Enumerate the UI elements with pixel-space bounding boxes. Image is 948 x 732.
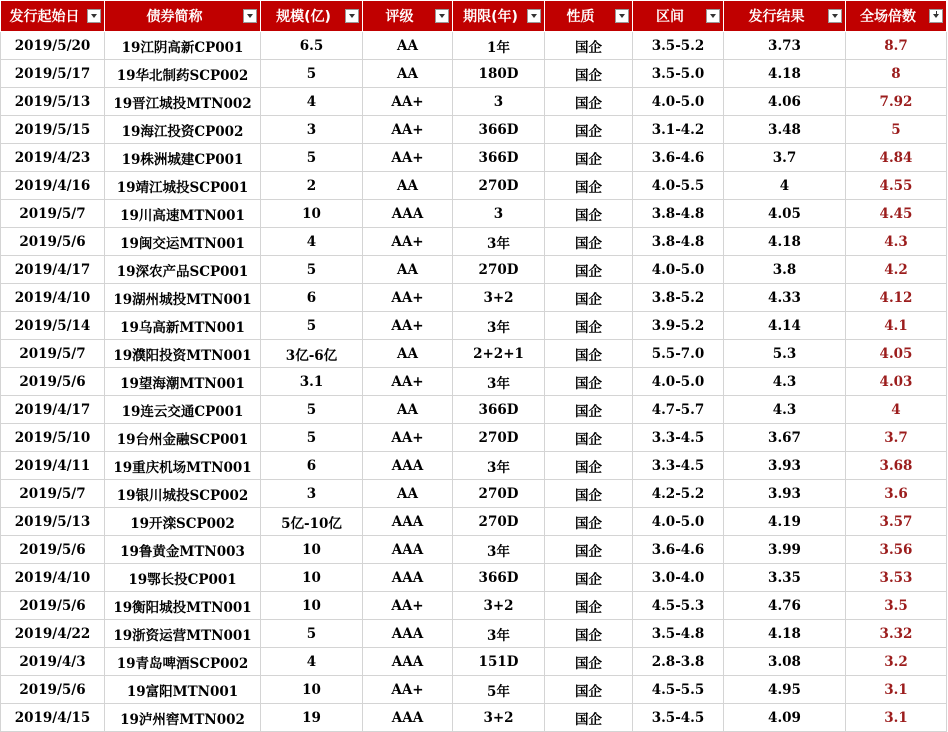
cell-nature[interactable]: 国企 [545, 88, 633, 116]
cell-term[interactable]: 151D [453, 648, 545, 676]
cell-subscription-multiple[interactable]: 3.2 [846, 648, 947, 676]
header-label: 区间 [656, 9, 684, 25]
cell-nature[interactable]: 国企 [545, 144, 633, 172]
cell-bond-short-name[interactable]: 19青岛啤酒SCP002 [105, 648, 261, 676]
cell-nature[interactable]: 国企 [545, 452, 633, 480]
cell-issue-start-date[interactable]: 2019/5/13 [1, 508, 105, 536]
cell-nature[interactable]: 国企 [545, 340, 633, 368]
cell-issue-start-date[interactable]: 2019/5/6 [1, 368, 105, 396]
cell-issue-start-date[interactable]: 2019/4/10 [1, 564, 105, 592]
cell-issue-start-date[interactable]: 2019/5/7 [1, 200, 105, 228]
cell-subscription-multiple[interactable]: 4.05 [846, 340, 947, 368]
cell-subscription-multiple[interactable]: 4 [846, 396, 947, 424]
header-label: 债券简称 [146, 9, 203, 25]
header-scale[interactable] [261, 1, 363, 32]
cell-rating[interactable]: AA+ [363, 116, 453, 144]
cell-scale[interactable]: 3 [261, 116, 363, 144]
cell-bond-short-name[interactable]: 19衡阳城投MTN001 [105, 592, 261, 620]
filter-dropdown-icon[interactable] [345, 9, 359, 23]
cell-nature[interactable]: 国企 [545, 60, 633, 88]
cell-rating[interactable]: AA+ [363, 676, 453, 704]
cell-nature[interactable]: 国企 [545, 536, 633, 564]
table-row [1, 452, 947, 480]
cell-issue-result[interactable]: 3.99 [724, 536, 846, 564]
cell-range[interactable]: 3.6-4.6 [633, 144, 724, 172]
cell-range[interactable]: 3.8-5.2 [633, 284, 724, 312]
cell-scale[interactable]: 5 [261, 424, 363, 452]
cell-issue-result[interactable]: 4.3 [724, 368, 846, 396]
cell-nature[interactable]: 国企 [545, 396, 633, 424]
cell-rating[interactable]: AAA [363, 620, 453, 648]
cell-scale[interactable]: 19 [261, 704, 363, 732]
cell-scale[interactable]: 5 [261, 256, 363, 284]
cell-issue-start-date[interactable]: 2019/4/3 [1, 648, 105, 676]
cell-subscription-multiple[interactable]: 4.55 [846, 172, 947, 200]
cell-scale[interactable]: 4 [261, 228, 363, 256]
cell-nature[interactable]: 国企 [545, 564, 633, 592]
cell-term[interactable]: 270D [453, 172, 545, 200]
cell-subscription-multiple[interactable]: 8 [846, 60, 947, 88]
cell-subscription-multiple[interactable]: 3.32 [846, 620, 947, 648]
cell-issue-start-date[interactable]: 2019/4/10 [1, 284, 105, 312]
cell-bond-short-name[interactable]: 19华北制药SCP002 [105, 60, 261, 88]
table-row [1, 676, 947, 704]
cell-subscription-multiple[interactable]: 5 [846, 116, 947, 144]
cell-issue-result[interactable]: 3.48 [724, 116, 846, 144]
cell-rating[interactable]: AA [363, 172, 453, 200]
cell-range[interactable]: 4.0-5.5 [633, 172, 724, 200]
cell-rating[interactable]: AA [363, 32, 453, 60]
cell-issue-start-date[interactable]: 2019/5/7 [1, 480, 105, 508]
cell-rating[interactable]: AA [363, 256, 453, 284]
cell-subscription-multiple[interactable]: 4.2 [846, 256, 947, 284]
cell-range[interactable]: 3.5-5.0 [633, 60, 724, 88]
header-label: 期限(年) [463, 9, 518, 25]
cell-bond-short-name[interactable]: 19靖江城投SCP001 [105, 172, 261, 200]
header-issue-start-date[interactable] [1, 1, 105, 32]
table-row [1, 228, 947, 256]
cell-issue-start-date[interactable]: 2019/5/6 [1, 676, 105, 704]
cell-scale[interactable]: 5 [261, 396, 363, 424]
cell-issue-result[interactable]: 4.18 [724, 60, 846, 88]
cell-term[interactable]: 3+2 [453, 284, 545, 312]
table-row [1, 60, 947, 88]
cell-term[interactable]: 3年 [453, 368, 545, 396]
cell-subscription-multiple[interactable]: 7.92 [846, 88, 947, 116]
cell-term[interactable]: 3年 [453, 312, 545, 340]
cell-rating[interactable]: AA+ [363, 368, 453, 396]
cell-term[interactable]: 3年 [453, 536, 545, 564]
cell-issue-start-date[interactable]: 2019/5/15 [1, 116, 105, 144]
cell-rating[interactable]: AA+ [363, 284, 453, 312]
cell-term[interactable]: 3年 [453, 228, 545, 256]
cell-subscription-multiple[interactable]: 3.1 [846, 704, 947, 732]
cell-issue-start-date[interactable]: 2019/5/10 [1, 424, 105, 452]
cell-range[interactable]: 3.8-4.8 [633, 228, 724, 256]
cell-nature[interactable]: 国企 [545, 116, 633, 144]
cell-scale[interactable]: 10 [261, 592, 363, 620]
cell-issue-result[interactable]: 4.76 [724, 592, 846, 620]
cell-term[interactable]: 270D [453, 424, 545, 452]
header-term[interactable] [453, 1, 545, 32]
cell-subscription-multiple[interactable]: 8.7 [846, 32, 947, 60]
table-row [1, 536, 947, 564]
header-label: 发行起始日 [9, 9, 80, 25]
header-label: 发行结果 [748, 9, 805, 25]
cell-issue-result[interactable]: 3.67 [724, 424, 846, 452]
cell-term[interactable]: 366D [453, 116, 545, 144]
cell-nature[interactable]: 国企 [545, 172, 633, 200]
cell-rating[interactable]: AA+ [363, 228, 453, 256]
table-row [1, 172, 947, 200]
cell-nature[interactable]: 国企 [545, 508, 633, 536]
cell-issue-start-date[interactable]: 2019/4/17 [1, 256, 105, 284]
header-label: 全场倍数 [860, 9, 916, 25]
cell-issue-result[interactable]: 3.8 [724, 256, 846, 284]
cell-nature[interactable]: 国企 [545, 284, 633, 312]
cell-issue-result[interactable]: 4.19 [724, 508, 846, 536]
cell-bond-short-name[interactable]: 19富阳MTN001 [105, 676, 261, 704]
cell-subscription-multiple[interactable]: 4.45 [846, 200, 947, 228]
cell-term[interactable]: 5年 [453, 676, 545, 704]
cell-scale[interactable]: 5亿-10亿 [261, 508, 363, 536]
table-row [1, 704, 947, 732]
filter-dropdown-icon[interactable] [527, 9, 541, 23]
cell-nature[interactable]: 国企 [545, 620, 633, 648]
cell-scale[interactable]: 10 [261, 564, 363, 592]
table-body [1, 32, 947, 732]
cell-rating[interactable]: AAA [363, 648, 453, 676]
cell-subscription-multiple[interactable]: 4.1 [846, 312, 947, 340]
cell-issue-start-date[interactable]: 2019/5/20 [1, 32, 105, 60]
cell-range[interactable]: 4.2-5.2 [633, 480, 724, 508]
cell-scale[interactable]: 10 [261, 200, 363, 228]
table-row [1, 312, 947, 340]
cell-rating[interactable]: AAA [363, 704, 453, 732]
cell-bond-short-name[interactable]: 19鲁黄金MTN003 [105, 536, 261, 564]
cell-subscription-multiple[interactable]: 3.1 [846, 676, 947, 704]
cell-nature[interactable]: 国企 [545, 704, 633, 732]
cell-range[interactable]: 4.0-5.0 [633, 368, 724, 396]
cell-subscription-multiple[interactable]: 4.03 [846, 368, 947, 396]
cell-nature[interactable]: 国企 [545, 32, 633, 60]
header-rating[interactable] [363, 1, 453, 32]
cell-subscription-multiple[interactable]: 3.6 [846, 480, 947, 508]
table-row [1, 144, 947, 172]
cell-bond-short-name[interactable]: 19株洲城建CP001 [105, 144, 261, 172]
cell-term[interactable]: 3 [453, 88, 545, 116]
cell-range[interactable]: 4.7-5.7 [633, 396, 724, 424]
cell-bond-short-name[interactable]: 19浙资运营MTN001 [105, 620, 261, 648]
header-bond-short-name[interactable] [105, 1, 261, 32]
cell-range[interactable]: 3.1-4.2 [633, 116, 724, 144]
header-range[interactable] [633, 1, 724, 32]
cell-range[interactable]: 4.5-5.5 [633, 676, 724, 704]
header-label: 性质 [566, 9, 595, 25]
cell-nature[interactable]: 国企 [545, 368, 633, 396]
table-header [1, 1, 947, 32]
cell-issue-result[interactable]: 4.06 [724, 88, 846, 116]
cell-bond-short-name[interactable]: 19江阴高新CP001 [105, 32, 261, 60]
cell-term[interactable]: 270D [453, 508, 545, 536]
cell-bond-short-name[interactable]: 19乌高新MTN001 [105, 312, 261, 340]
cell-issue-start-date[interactable]: 2019/4/15 [1, 704, 105, 732]
cell-bond-short-name[interactable]: 19开滦SCP002 [105, 508, 261, 536]
table-row [1, 480, 947, 508]
cell-rating[interactable]: AAA [363, 452, 453, 480]
cell-range[interactable]: 3.5-5.2 [633, 32, 724, 60]
cell-issue-result[interactable]: 3.35 [724, 564, 846, 592]
table-row [1, 88, 947, 116]
cell-subscription-multiple[interactable]: 4.84 [846, 144, 947, 172]
cell-issue-result[interactable]: 3.93 [724, 480, 846, 508]
table-row [1, 284, 947, 312]
cell-rating[interactable]: AAA [363, 536, 453, 564]
cell-term[interactable]: 270D [453, 480, 545, 508]
table-row [1, 508, 947, 536]
cell-term[interactable]: 3年 [453, 452, 545, 480]
cell-range[interactable]: 4.5-5.3 [633, 592, 724, 620]
cell-bond-short-name[interactable]: 19湖州城投MTN001 [105, 284, 261, 312]
cell-bond-short-name[interactable]: 19台州金融SCP001 [105, 424, 261, 452]
cell-term[interactable]: 3+2 [453, 704, 545, 732]
cell-scale[interactable]: 3亿-6亿 [261, 340, 363, 368]
cell-issue-result[interactable]: 4 [724, 172, 846, 200]
header-row [1, 1, 947, 32]
cell-issue-result[interactable]: 4.18 [724, 228, 846, 256]
cell-issue-start-date[interactable]: 2019/4/11 [1, 452, 105, 480]
cell-range[interactable]: 3.6-4.6 [633, 536, 724, 564]
filter-dropdown-icon[interactable] [706, 9, 720, 23]
cell-range[interactable]: 3.5-4.5 [633, 704, 724, 732]
header-label: 规模(亿) [276, 9, 331, 25]
cell-issue-result[interactable]: 4.18 [724, 620, 846, 648]
cell-bond-short-name[interactable]: 19泸州窖MTN002 [105, 704, 261, 732]
cell-term[interactable]: 3年 [453, 620, 545, 648]
cell-range[interactable]: 3.8-4.8 [633, 200, 724, 228]
table-row [1, 256, 947, 284]
cell-rating[interactable]: AA+ [363, 424, 453, 452]
cell-range[interactable]: 3.5-4.8 [633, 620, 724, 648]
filter-dropdown-icon[interactable] [615, 9, 629, 23]
table-row [1, 592, 947, 620]
filter-dropdown-icon[interactable] [828, 9, 842, 23]
cell-nature[interactable]: 国企 [545, 312, 633, 340]
cell-nature[interactable]: 国企 [545, 648, 633, 676]
cell-bond-short-name[interactable]: 19深农产品SCP001 [105, 256, 261, 284]
cell-subscription-multiple[interactable]: 4.3 [846, 228, 947, 256]
cell-scale[interactable]: 10 [261, 536, 363, 564]
cell-scale[interactable]: 3.1 [261, 368, 363, 396]
cell-rating[interactable]: AAA [363, 564, 453, 592]
cell-scale[interactable]: 4 [261, 648, 363, 676]
cell-issue-start-date[interactable]: 2019/5/14 [1, 312, 105, 340]
cell-term[interactable]: 366D [453, 564, 545, 592]
cell-range[interactable]: 4.0-5.0 [633, 256, 724, 284]
cell-term[interactable]: 366D [453, 144, 545, 172]
header-subscription-multiple[interactable] [846, 1, 947, 32]
cell-range[interactable]: 3.3-4.5 [633, 452, 724, 480]
cell-issue-result[interactable]: 4.33 [724, 284, 846, 312]
cell-bond-short-name[interactable]: 19海江投资CP002 [105, 116, 261, 144]
cell-bond-short-name[interactable]: 19连云交通CP001 [105, 396, 261, 424]
cell-term[interactable]: 3+2 [453, 592, 545, 620]
cell-rating[interactable]: AAA [363, 200, 453, 228]
cell-rating[interactable]: AA [363, 60, 453, 88]
cell-scale[interactable]: 4 [261, 88, 363, 116]
cell-issue-start-date[interactable]: 2019/5/7 [1, 340, 105, 368]
cell-issue-result[interactable]: 4.3 [724, 396, 846, 424]
table-row [1, 396, 947, 424]
cell-issue-start-date[interactable]: 2019/4/16 [1, 172, 105, 200]
cell-rating[interactable]: AAA [363, 508, 453, 536]
table-row [1, 340, 947, 368]
cell-nature[interactable]: 国企 [545, 228, 633, 256]
cell-subscription-multiple[interactable]: 3.53 [846, 564, 947, 592]
cell-term[interactable]: 2+2+1 [453, 340, 545, 368]
cell-scale[interactable]: 2 [261, 172, 363, 200]
cell-scale[interactable]: 5 [261, 312, 363, 340]
cell-scale[interactable]: 6.5 [261, 32, 363, 60]
cell-nature[interactable]: 国企 [545, 676, 633, 704]
cell-scale[interactable]: 5 [261, 620, 363, 648]
cell-term[interactable]: 366D [453, 396, 545, 424]
cell-rating[interactable]: AA+ [363, 592, 453, 620]
cell-issue-start-date[interactable]: 2019/4/22 [1, 620, 105, 648]
cell-issue-start-date[interactable]: 2019/4/17 [1, 396, 105, 424]
table-row [1, 620, 947, 648]
cell-issue-result[interactable]: 3.93 [724, 452, 846, 480]
cell-issue-result[interactable]: 3.08 [724, 648, 846, 676]
cell-scale[interactable]: 3 [261, 480, 363, 508]
table-row [1, 648, 947, 676]
cell-scale[interactable]: 10 [261, 676, 363, 704]
filter-dropdown-icon[interactable] [243, 9, 257, 23]
filter-dropdown-icon[interactable] [87, 9, 101, 23]
table-row [1, 424, 947, 452]
cell-issue-start-date[interactable]: 2019/5/6 [1, 228, 105, 256]
cell-bond-short-name[interactable]: 19望海潮MTN001 [105, 368, 261, 396]
cell-bond-short-name[interactable]: 19重庆机场MTN001 [105, 452, 261, 480]
cell-issue-result[interactable]: 4.09 [724, 704, 846, 732]
cell-rating[interactable]: AA [363, 340, 453, 368]
table-row [1, 368, 947, 396]
cell-bond-short-name[interactable]: 19闽交运MTN001 [105, 228, 261, 256]
table-row [1, 564, 947, 592]
cell-nature[interactable]: 国企 [545, 424, 633, 452]
header-label: 评级 [385, 9, 414, 25]
cell-subscription-multiple[interactable]: 3.5 [846, 592, 947, 620]
cell-issue-start-date[interactable]: 2019/5/17 [1, 60, 105, 88]
cell-issue-start-date[interactable]: 2019/5/6 [1, 536, 105, 564]
cell-issue-result[interactable]: 5.3 [724, 340, 846, 368]
cell-issue-start-date[interactable]: 2019/5/13 [1, 88, 105, 116]
filter-dropdown-icon[interactable] [435, 9, 449, 23]
cell-subscription-multiple[interactable]: 4.12 [846, 284, 947, 312]
table-row [1, 116, 947, 144]
table-row [1, 32, 947, 60]
cell-subscription-multiple[interactable]: 3.56 [846, 536, 947, 564]
cell-bond-short-name[interactable]: 19川高速MTN001 [105, 200, 261, 228]
cell-rating[interactable]: AA [363, 396, 453, 424]
cell-scale[interactable]: 5 [261, 144, 363, 172]
cell-range[interactable]: 4.0-5.0 [633, 508, 724, 536]
cell-scale[interactable]: 5 [261, 60, 363, 88]
cell-range[interactable]: 3.0-4.0 [633, 564, 724, 592]
cell-bond-short-name[interactable]: 19晋江城投MTN002 [105, 88, 261, 116]
cell-issue-result[interactable]: 4.14 [724, 312, 846, 340]
cell-nature[interactable]: 国企 [545, 200, 633, 228]
cell-issue-result[interactable]: 3.7 [724, 144, 846, 172]
cell-range[interactable]: 4.0-5.0 [633, 88, 724, 116]
cell-term[interactable]: 3 [453, 200, 545, 228]
cell-rating[interactable]: AA [363, 480, 453, 508]
header-nature[interactable] [545, 1, 633, 32]
cell-nature[interactable]: 国企 [545, 256, 633, 284]
cell-scale[interactable]: 6 [261, 452, 363, 480]
cell-subscription-multiple[interactable]: 3.68 [846, 452, 947, 480]
cell-issue-result[interactable]: 4.95 [724, 676, 846, 704]
filter-dropdown-icon[interactable] [929, 9, 943, 23]
cell-term[interactable]: 270D [453, 256, 545, 284]
cell-issue-result[interactable]: 4.05 [724, 200, 846, 228]
cell-bond-short-name[interactable]: 19银川城投SCP002 [105, 480, 261, 508]
cell-rating[interactable]: AA+ [363, 312, 453, 340]
header-issue-result[interactable] [724, 1, 846, 32]
cell-rating[interactable]: AA+ [363, 88, 453, 116]
cell-subscription-multiple[interactable]: 3.57 [846, 508, 947, 536]
cell-rating[interactable]: AA+ [363, 144, 453, 172]
cell-range[interactable]: 3.3-4.5 [633, 424, 724, 452]
cell-range[interactable]: 2.8-3.8 [633, 648, 724, 676]
cell-range[interactable]: 3.9-5.2 [633, 312, 724, 340]
cell-issue-result[interactable]: 3.73 [724, 32, 846, 60]
table-row [1, 200, 947, 228]
cell-issue-start-date[interactable]: 2019/4/23 [1, 144, 105, 172]
cell-bond-short-name[interactable]: 19濮阳投资MTN001 [105, 340, 261, 368]
cell-term[interactable]: 1年 [453, 32, 545, 60]
cell-issue-start-date[interactable]: 2019/5/6 [1, 592, 105, 620]
cell-term[interactable]: 180D [453, 60, 545, 88]
cell-range[interactable]: 5.5-7.0 [633, 340, 724, 368]
cell-bond-short-name[interactable]: 19鄂长投CP001 [105, 564, 261, 592]
cell-nature[interactable]: 国企 [545, 592, 633, 620]
cell-nature[interactable]: 国企 [545, 480, 633, 508]
cell-subscription-multiple[interactable]: 3.7 [846, 424, 947, 452]
cell-scale[interactable]: 6 [261, 284, 363, 312]
